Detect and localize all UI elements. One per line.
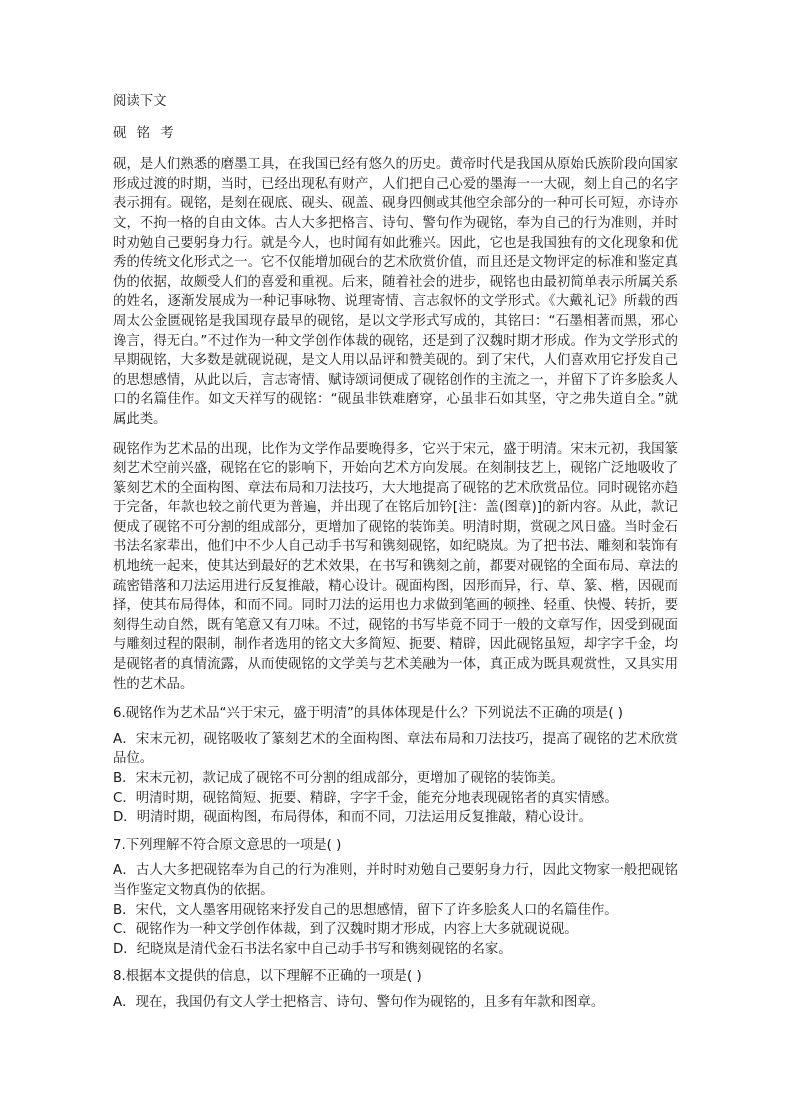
option-d: D．纪晓岚是清代金石书法名家中自己动手书写和镌刻砚铭的名家。 (113, 941, 512, 957)
option-list (113, 730, 678, 828)
reading-instruction: 阅读下文 (113, 94, 167, 109)
question-8 (113, 967, 678, 1012)
option-a: A．宋末元初，砚铭吸收了篆刻艺术的全面构图、章法布局和刀法技巧，提高了砚铭的艺术欣赏品位。 (113, 731, 678, 767)
question-stem: 6.砚铭作为艺术品“兴于宋元，盛于明清”的具体体现是什么？下列说法不正确的项是( ) (113, 706, 624, 722)
article-title: 砚 铭 考 (113, 125, 177, 141)
question-7 (113, 836, 678, 960)
option-a: A．现在，我国仍有文人学士把格言、诗句、警句作为砚铭的，且多有年款和图章。 (113, 994, 605, 1010)
article-paragraph-1: 砚，是人们熟悉的磨墨工具，在我国已经有悠久的历史。黄帝时代是我国从原始氏族阶段向国家形成过渡的时期，当时，已经出现私有财产，人们把自己心爱的墨海一一大砚，刻上自己的名字表示拥有。砚铭，是刻在砚底、砚头、砚盖、砚身四侧或其他空余部分的一种可长可短，亦诗亦文，不拘一格的自由文体。古人大多把格言、诗句、警句作为砚铭，奉为自己的行为准则，并时时劝勉自己要躬身力行。就是今人，也时闻有如此雅兴。因此，它也是我国独有的文化现象和优秀的传统文化形式之一。它不仅能增加砚台的艺术欣赏价值，而且还是文物评定的标准和鉴定真伪的依据，故颇受人们的喜爱和重视。后来，随着社会的进步，砚铭也由最初简单表示所属关系的姓名，逐渐发展成为一种记事咏物、说理寄情、言志叙怀的文学形式。《大戴礼记》所载的西周太公金匮砚铭是我国现存最早的砚铭，是以文学形式写成的，其铭曰：“石墨相著而黑，邪心谗言，得无白。”不过作为一种文学创作体裁的砚铭，还是到了汉魏时期才形成。作为文学形式的早期砚铭，大多数是就砚说砚，是文人用以品评和赞美砚的。到了宋代，人们喜欢用它抒发自己的思想感情，从此以后，言志寄情、赋诗颂词便成了砚铭创作的主流之一，并留下了许多脍炙人口的名篇佳作。如文天祥写的砚铭：“砚虽非铁难磨穿，心虽非石如其坚，守之弗失道自全。”就属此类。 (113, 157, 678, 427)
option-b: B．宋代，文人墨客用砚铭来抒发自己的思想感情，留下了许多脍炙人口的名篇佳作。 (113, 902, 618, 918)
option-b: B．宋末元初，款记成了砚铭不可分割的组成部分，更增加了砚铭的装饰美。 (113, 771, 565, 786)
option-d: D．明清时期，砚面构图，布局得体，和而不同，刀法运用反复推敲，精心设计。 (113, 810, 592, 826)
question-stem: 7.下列理解不符合原文意思的一项是( ) (113, 837, 342, 853)
question-6 (113, 704, 678, 828)
option-list (113, 861, 678, 959)
article-paragraph-2: 砚铭作为艺术品的出现，比作为文学作品要晚得多，它兴于宋元，盛于明清。宋末元初，我国篆刻艺术空前兴盛，砚铭在它的影响下，开始向艺术方向发展。在刻制技艺上，砚铭广泛地吸收了篆刻艺术的全面构图、章法布局和刀法技巧，大大地提高了砚铭的艺术欣赏品位。同时砚铭亦趋于完备，年款也较之前代更为普遍，并出现了在铭后加钤[注：盖(图章)]的新内容。从此，款记便成了砚铭不可分割的组成部分，更增加了砚铭的装饰美。明清时期，赏砚之风日盛。当时金石书法名家辈出，他们中不少人自己动手书写和镌刻砚铭，如纪晓岚。为了把书法、雕刻和装饰有机地统一起来，使其达到最好的艺术效果，在书写和镌刻之前，都要对砚铭的全面布局、章法的疏密错落和刀法运用进行反复推敲，精心设计。砚面构图，因形而异，行、草、篆、楷，因砚而择，使其布局得体，和而不同。同时刀法的运用也力求做到笔画的顿挫、轻重、快慢、转折，要刻得生动自然，既有笔意又有刀味。不过，砚铭的书写毕竟不同于一般的文章写作，因受到砚面与雕刻过程的限制，制作者选用的铭文大多简短、扼要、精辟，因此砚铭虽短，却字字千金，均是砚铭者的真情流露，从而使砚铭的文学美与艺术美融为一体，真正成为既具观赏性，又具实用性的艺术品。 (113, 441, 678, 692)
question-stem: 8.根据本文提供的信息，以下理解不正确的一项是( ) (113, 969, 422, 985)
option-list (113, 993, 678, 1013)
option-a: A．古人大多把砚铭奉为自己的行为准则，并时时劝勉自己要躬身力行，因此文物家一般把砚铭当作鉴定文物真伪的依据。 (113, 863, 678, 898)
option-c: C．明清时期，砚铭简短、扼要、精辟，字字千金，能充分地表现砚铭者的真实情感。 (113, 790, 618, 806)
option-c: C．砚铭作为一种文学创作体裁，到了汉魏时期才形成，内容上大多就砚说砚。 (113, 922, 578, 938)
document-page (113, 92, 678, 1021)
